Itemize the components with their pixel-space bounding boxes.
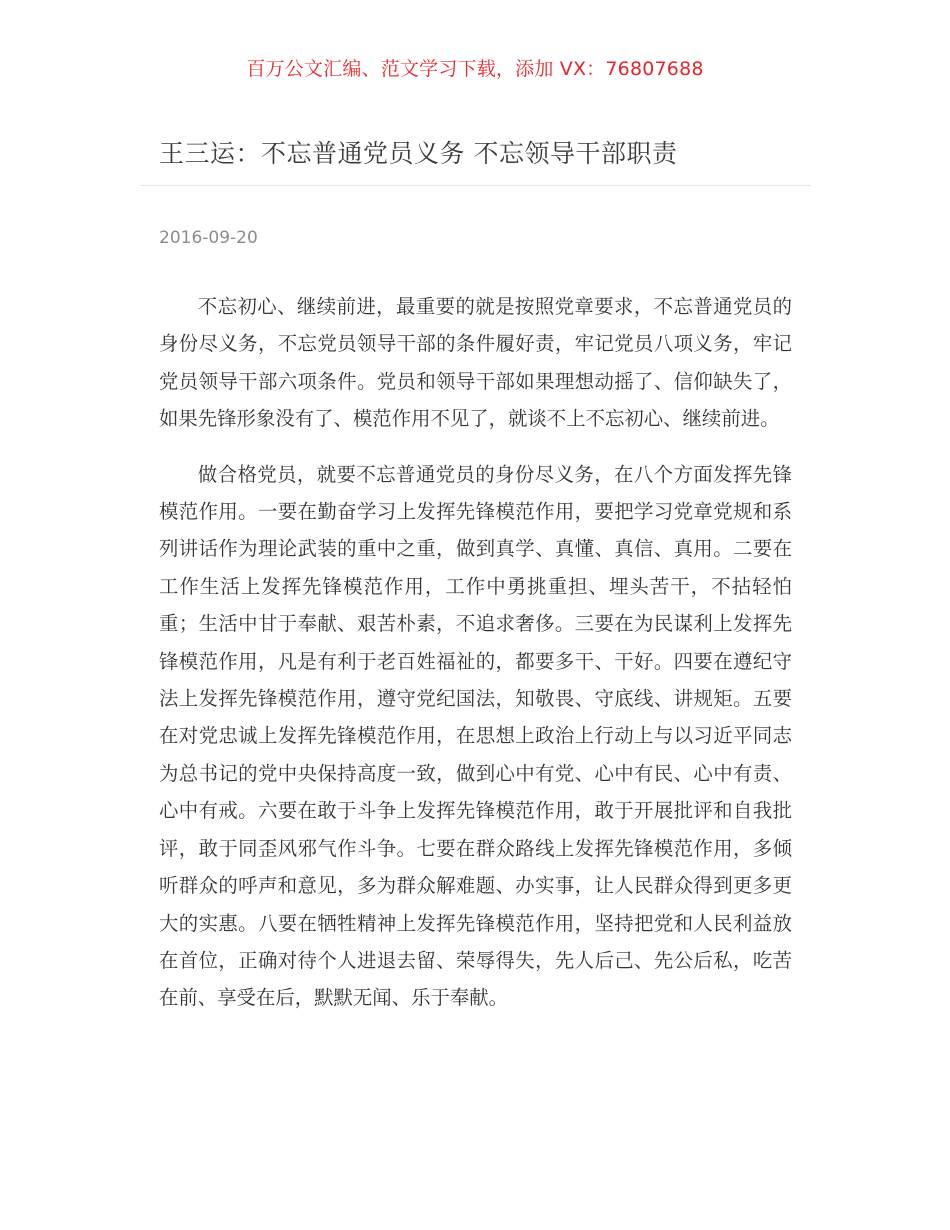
article-paragraph: 不忘初心、继续前进，最重要的就是按照党章要求，不忘普通党员的身份尽义务，不忘党员领导干部的条件履好责，牢记党员八项义务，牢记党员领导干部六项条件。党员和领导干部如果理想动摇了、信仰缺失了，如果先锋形象没有了、模范作用不见了，就谈不上不忘初心、继续前进。 [159,295,792,431]
article-body [159,288,792,1035]
article-paragraph: 做合格党员，就要不忘普通党员的身份尽义务，在八个方面发挥先锋模范作用。一要在勤奋学习上发挥先锋模范作用，要把学习党章党规和系列讲话作为理论武装的重中之重，做到真学、真懂、真信、真用。二要在工作生活上发挥先锋模范作用，工作中勇挑重担、埋头苦干，不拈轻怕重；生活中甘于奉献、艰苦朴素，不追求奢侈。三要在为民谋利上发挥先锋模范作用，凡是有利于老百姓福祉的，都要多干、干好。四要在遵纪守法上发挥先锋模范作用，遵守党纪国法，知敬畏、守底线、讲规矩。五要在对党忠诚上发挥先锋模范作用，在思想上政治上行动上与以习近平同志为总书记的党中央保持高度一致，做到心中有党、心中有民、心中有责、心中有戒。六要在敢于斗争上发挥先锋模范作用，敢于开展批评和自我批评，敢于同歪风邪气作斗争。七要在群众路线上发挥先锋模范作用，多倾听群众的呼声和意见，多为群众解难题、办实事，让人民群众得到更多更大的实惠。八要在牺牲精神上发挥先锋模范作用，坚持把党和人民利益放在首位，正确对待个人进退去留、荣辱得失，先人后己、先公后私，吃苦在前、享受在后，默默无闻、乐于奉献。 [159,462,792,1010]
publish-date: 2016-09-20 [159,228,258,248]
promo-banner: 百万公文汇编、范文学习下载，添加 VX：76807688 [246,58,704,80]
article-title: 王三运：不忘普通党员义务 不忘领导干部职责 [159,139,678,168]
title-divider [140,185,811,186]
